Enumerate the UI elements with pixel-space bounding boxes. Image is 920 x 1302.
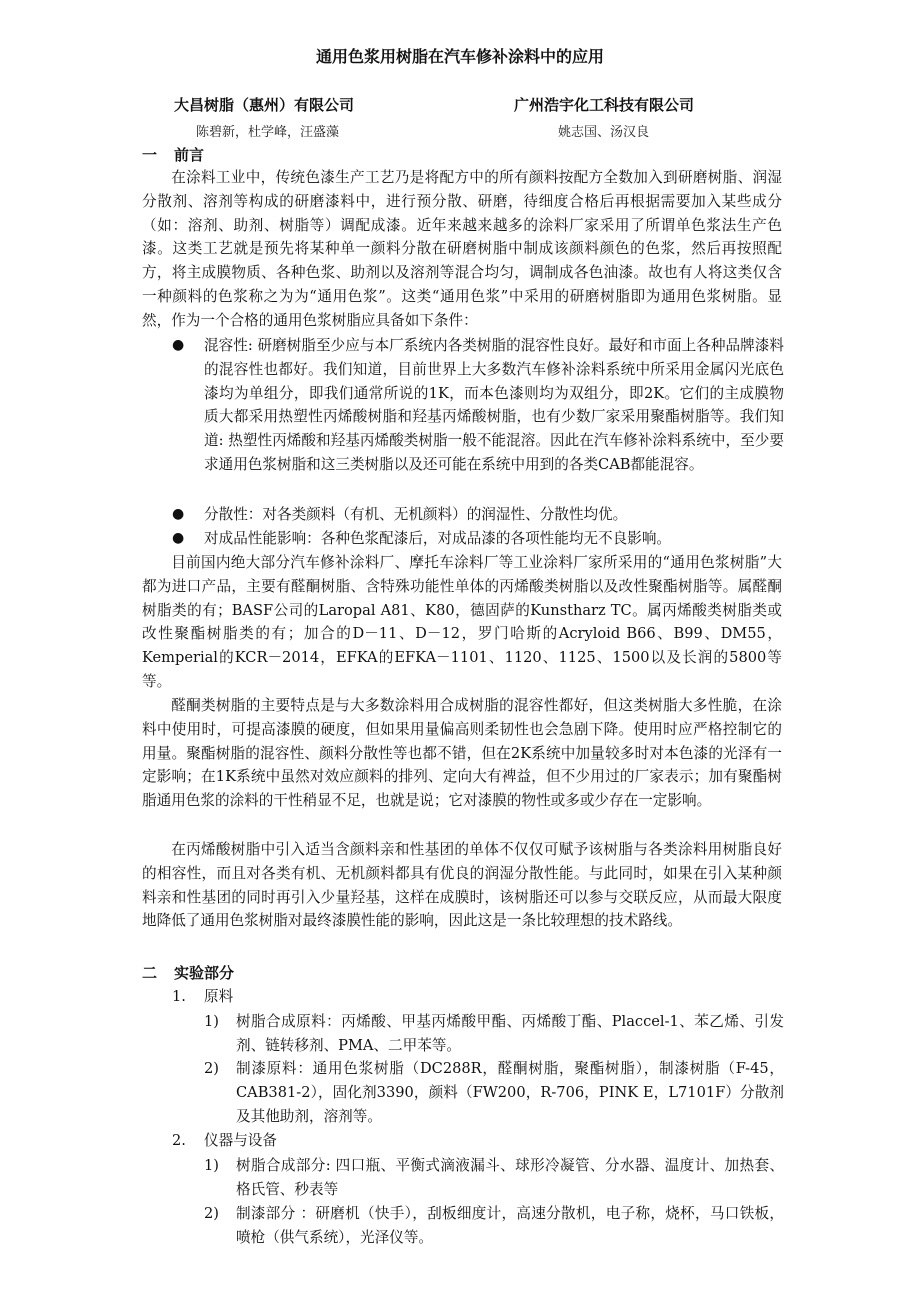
paragraph-3: 醛酮类树脂的主要特点是与大多数涂料用合成树脂的混容性都好，但这类树脂大多性脆，在涂料中使用时，可提高漆膜的硬度，但如果用量偏高则柔韧性也会急剧下降。使用时应严格控制它的用量。聚酯树脂的混容性、颜料分散性等也都不错，但在2K系统中加量较多时对本色漆的光泽有一定影响；在1K系统中虽然对效应颜料的排列、定向大有裨益，但不少用过的厂家表示；加有聚酯树脂通用色浆的涂料的干性稍显不足，也就是说；它对漆膜的物性或多或少存在一定影响。 [142,697,782,810]
item-text: 制漆部分 ：研磨机（快手），刮板细度计，高速分散机，电子称，烧杯，马口铁板，喷枪（供气系统），光泽仪等。 [236,1205,784,1246]
item-number: 1) [204,1013,219,1030]
item-number: 1) [204,1157,219,1174]
item-number: 2) [204,1060,219,1077]
bullet-item [172,527,784,551]
item-number: 2) [204,1205,219,1222]
item-text: 制漆原料：通用色浆树脂（DC288R，醛酮树脂，聚酯树脂），制漆树脂（F-45， CAB381-2），固化剂3390，颜料（FW200，R-706，PINK E，L7101F）分散剂及其他助剂，溶剂等。 [236,1060,784,1125]
subsection-number: 1. [172,988,186,1005]
authors-1: 陈碧新，杜学峰，汪盛藻 [196,125,340,140]
subsection-heading-1 [172,985,233,1009]
section-number: 二 [142,964,158,982]
bullet-dot-icon: ● [172,530,185,546]
section-heading-1 [142,144,204,165]
org-name-1: 大昌树脂（惠州）有限公司 [174,96,355,114]
list-item [204,1202,784,1250]
bullet-item [172,334,784,477]
list-item [204,1154,784,1202]
bullet-dot-icon: ● [172,506,185,522]
list-item [204,1010,784,1058]
list-item [204,1057,784,1128]
section-title: 实验部分 [174,964,235,982]
bullet-item [172,503,784,527]
subsection-title: 仪器与设备 [204,1132,277,1149]
bullet-text: 分散性：对各类颜料（有机、无机颜料）的润湿性、分散性均优。 [204,506,628,523]
item-text: 树脂合成原料：丙烯酸、甲基丙烯酸甲酯、丙烯酸丁酯、Placcel-1、苯乙烯、引发剂、链转移剂、PMA、二甲苯等。 [236,1013,784,1054]
item-text: 树脂合成部分: 四口瓶、平衡式滴液漏斗、球形冷凝管、分水器、温度计、加热套、格氏管、秒表等 [236,1157,784,1198]
bullet-text: 混容性: 研磨树脂至少应与本厂系统内各类树脂的混容性良好。最好和市面上各种品牌漆料的混容性也都好。我们知道，目前世界上大多数汽车修补涂料系统中所采用金属闪光底色漆均为单组分，即我们通常所说的1K，而本色漆则均为双组分，即2K。它们的主成膜物质大都采用热塑性丙烯酸树脂和羟基丙烯酸树脂，也有少数厂家采用聚酯树脂等。我们知道: 热塑性丙烯酸和羟基丙烯酸类树脂一般不能混溶。因此在汽车修补涂料系统中，至少要求通用色浆树脂和这三类树脂以及还可能在系统中用到的各类CAB都能混容。 [204,337,784,473]
org-name-2: 广州浩宇化工科技有限公司 [514,96,695,114]
subsection-title: 原料 [204,988,234,1005]
paragraph-4: 在丙烯酸树脂中引入适当含颜料亲和性基团的单体不仅仅可赋予该树脂与各类涂料用树脂良好的相容性，而且对各类有机、无机颜料都具有优良的润湿分散性能。与此同时，如果在引入某种颜料亲和性基团的同时再引入少量羟基，这样在成膜时，该树脂还可以参与交联反应，从而最大限度地降低了通用色浆树脂对最终漆膜性能的影响，因此这是一条比较理想的技术路线。 [142,841,782,930]
section-number: 一 [142,146,158,164]
section-title: 前言 [174,146,205,164]
bullet-text: 对成品性能影响：各种色浆配漆后，对成品漆的各项性能均无不良影响。 [204,530,672,547]
authors-2: 姚志国、汤汉良 [558,125,650,140]
section-heading-2 [142,962,234,983]
bullet-dot-icon: ● [172,337,185,353]
paragraph-2: 目前国内绝大部分汽车修补涂料厂、摩托车涂料厂等工业涂料厂家所采用的“通用色浆树脂”大都为进口产品，主要有醛酮树脂、含特殊功能性单体的丙烯酸类树脂以及改性聚酯树脂等。属醛酮树脂类的有；BASF公司的Laropal A81、K80，德固萨的Kunstharz TC。属丙烯酸类树脂类或改性聚酯树脂类的有；加合的D－11、D－12，罗门哈斯的Acryloid B66、B99、DM55，Kemperial的KCR－2014，EFKA的EFKA－1101、1120、1125、1500以及长润的5800等等。 [142,554,782,690]
subsection-heading-2 [172,1129,277,1153]
paragraph-intro: 在涂料工业中，传统色漆生产工艺乃是将配方中的所有颜料按配方全数加入到研磨树脂、润湿分散剂、溶剂等构成的研磨漆料中，进行预分散、研磨，待细度合格后再根据需要加入某些成分（如：溶剂、助剂、树脂等）调配成漆。近年来越来越多的涂料厂家采用了所谓单色浆法生产色漆。这类工艺就是预先将某种单一颜料分散在研磨树脂中制成该颜料颜色的色浆，然后再按照配方，将主成膜物质、各种色浆、助剂以及溶剂等混合均匀，调制成各色油漆。故也有人将这类仅含一种颜料的色浆称之为为“通用色浆”。这类“通用色浆”中采用的研磨树脂即为通用色浆树脂。显然，作为一个合格的通用色浆树脂应具备如下条件： [142,169,782,329]
subsection-number: 2. [172,1132,186,1149]
paper-title: 通用色浆用树脂在汽车修补涂料中的应用 [315,47,604,66]
